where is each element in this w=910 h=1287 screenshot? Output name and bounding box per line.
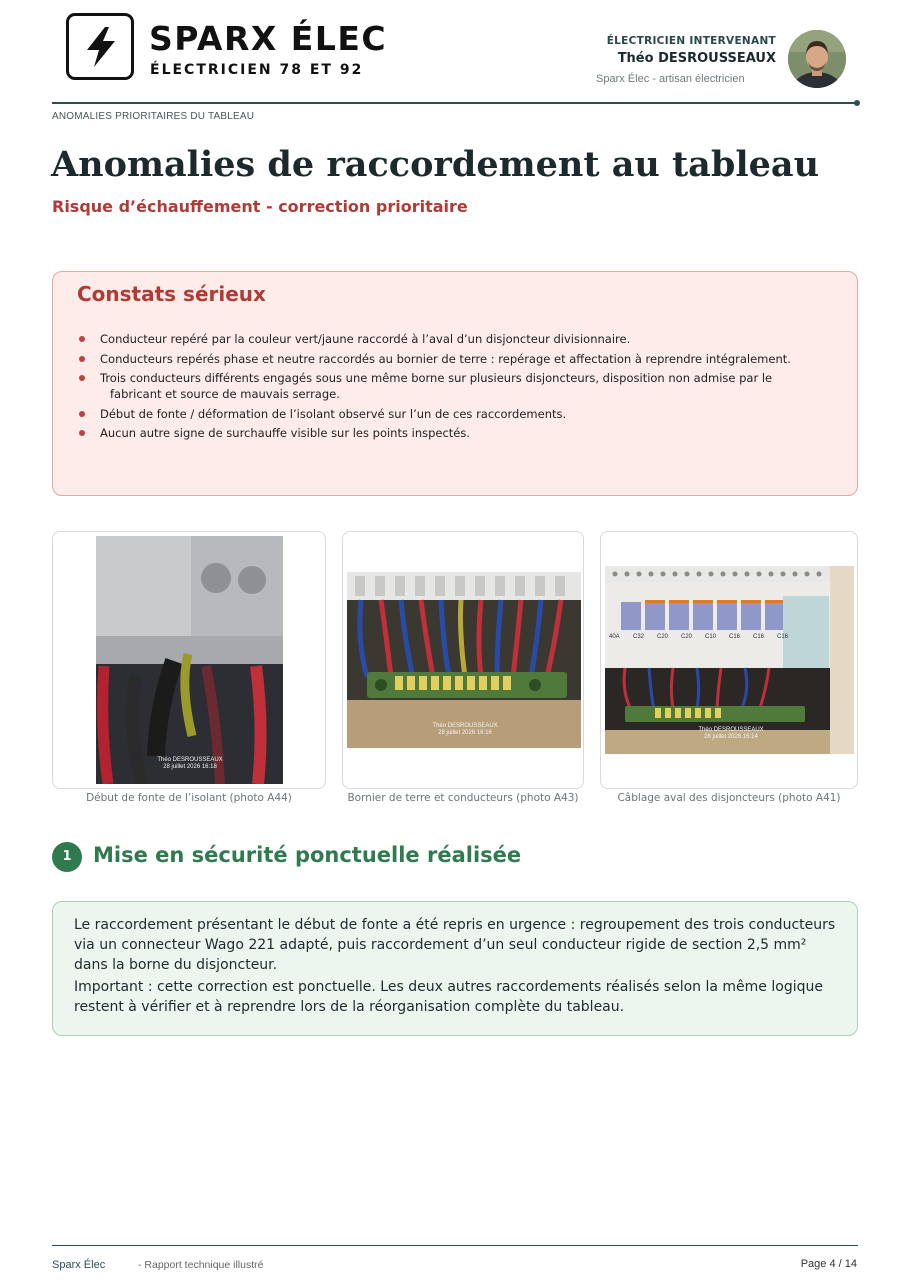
- photo-caption-a44: Début de fonte de l’isolant (photo A44): [86, 792, 292, 804]
- photo-watermark-date: 28 juillet 2026 16:14: [704, 734, 758, 740]
- breaker-label: C16: [753, 634, 765, 640]
- photo-watermark-date: 28 juillet 2026 16:16: [438, 730, 492, 736]
- photo-card-a44[interactable]: [52, 531, 326, 789]
- photo-watermark-date: 28 juillet 2026 16:18: [163, 764, 217, 770]
- breaker-label: 40A: [609, 634, 620, 640]
- photo-card-a41[interactable]: [600, 531, 858, 789]
- page-subtitle: Risque d’échauffement - correction prioritaire: [52, 197, 468, 216]
- findings-panel: [52, 271, 858, 496]
- header-divider: [52, 102, 858, 104]
- breaker-label: C10: [705, 634, 717, 640]
- finding-item: Conducteurs repérés phase et neutre raccordés au bornier de terre : repérage et affectation à reprendre intégralement.: [77, 351, 817, 367]
- section-label: ANOMALIES PRIORITAIRES DU TABLEAU: [52, 111, 255, 122]
- technician-name: Théo DESROUSSEAUX: [617, 51, 776, 66]
- page-number: Page 4 / 14: [800, 1258, 857, 1270]
- step-title: Mise en sécurité ponctuelle réalisée: [93, 843, 522, 867]
- breaker-label: C16: [729, 634, 741, 640]
- finding-item: Trois conducteurs différents engagés sous une même borne sur plusieurs disjoncteurs, disposition non admise par le fabricant et source de mauvais serrage.: [77, 370, 817, 402]
- breaker-label: C16: [777, 634, 789, 640]
- photo-watermark-name: Théo DESROUSSEAUX: [432, 723, 498, 729]
- photo-watermark-name: Théo DESROUSSEAUX: [157, 757, 223, 763]
- header-divider-dot: [854, 100, 860, 106]
- breaker-label: C20: [681, 634, 693, 640]
- finding-item: Début de fonte / déformation de l’isolant observé sur l’un de ces raccordements.: [77, 406, 817, 422]
- photo-breaker-wiring[interactable]: [605, 566, 854, 754]
- brand-logo: [66, 13, 134, 80]
- finding-item: Aucun autre signe de surchauffe visible sur les points inspectés.: [77, 425, 817, 441]
- brand-tagline: ÉLECTRICIEN 78 ET 92: [150, 62, 364, 78]
- action-paragraph: Le raccordement présentant le début de fonte a été repris en urgence : regroupement des trois conducteurs via un connecteur Wago 221 adapté, puis raccordement d’un seul conducteur rigide de section 2,5 mm² dans la borne du disjoncteur.: [74, 917, 836, 973]
- lightning-bolt-icon: [83, 26, 119, 68]
- breaker-label: C20: [657, 634, 669, 640]
- footer-report-title: - Rapport technique illustré: [138, 1259, 264, 1271]
- findings-list: [77, 331, 817, 445]
- footer-divider: [52, 1245, 858, 1246]
- footer-company: Sparx Élec: [52, 1259, 106, 1271]
- action-panel: [52, 901, 858, 1036]
- action-paragraph-important: Important : cette correction est ponctuelle. Les deux autres raccordements réalisés selon la même logique restent à vérifier et à reprendre lors de la réorganisation complète du tableau.: [74, 979, 823, 1015]
- photo-earth-terminal[interactable]: [347, 572, 581, 748]
- technician-role: ÉLECTRICIEN INTERVENANT: [606, 35, 776, 47]
- technician-avatar: [788, 30, 846, 88]
- finding-item-continuation: fabricant et source de mauvais serrage.: [110, 387, 340, 401]
- photo-caption-a41: Câblage aval des disjoncteurs (photo A41): [617, 792, 841, 804]
- page-title: Anomalies de raccordement au tableau: [51, 144, 820, 185]
- photo-caption-a43: Bornier de terre et conducteurs (photo A43): [347, 792, 579, 804]
- step-number-badge: 1: [52, 842, 82, 872]
- finding-item: Conducteur repéré par la couleur vert/jaune raccordé à l’aval d’un disjoncteur divisionnaire.: [77, 331, 817, 347]
- photo-melted-insulation[interactable]: [96, 536, 283, 784]
- photo-watermark-name: Théo DESROUSSEAUX: [698, 727, 764, 733]
- breaker-label: C32: [633, 634, 645, 640]
- findings-title: Constats sérieux: [77, 282, 266, 306]
- brand-name: SPARX ÉLEC: [149, 19, 388, 58]
- photo-card-a43[interactable]: [342, 531, 584, 789]
- technician-company: Sparx Élec - artisan électricien: [596, 73, 745, 85]
